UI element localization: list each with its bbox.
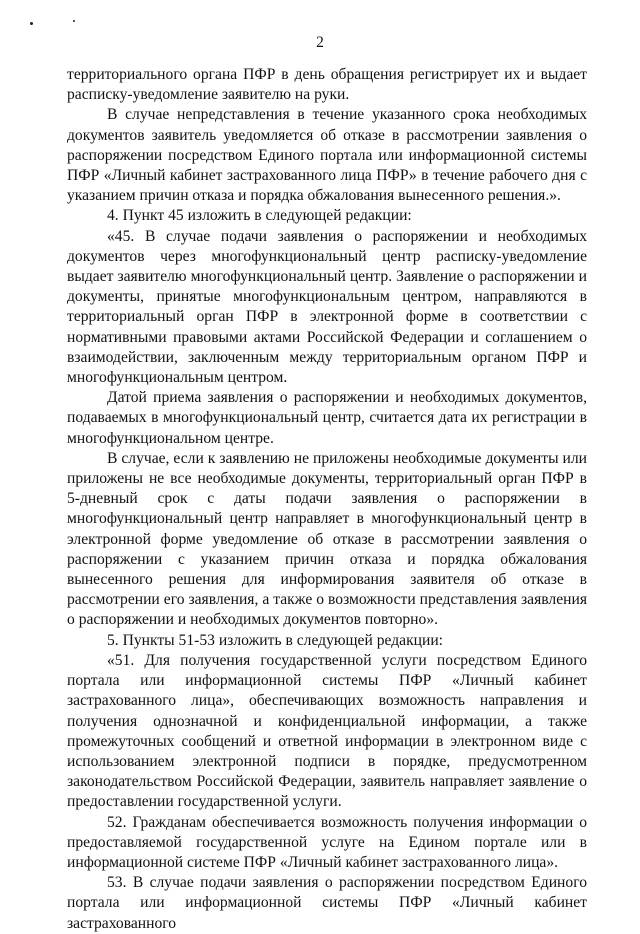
paragraph-clause-51: «51. Для получения государственной услуги посредством Единого портала или информационной системы ПФР «Личный кабинет застрахованного лица», обеспечивающих возможность направления и получения однозначной и конфиденциальной информации, а также промежуточных сообщений и ответной информации в электронном виде с использованием электронной подписи в порядке, предусмотренном законодательством Российской Федерации, заявитель направляет заявление о предоставлении государственной услуги. (67, 651, 587, 811)
paragraph-continuation: территориального органа ПФР в день обращения регистрирует их и выдает расписку-уведомление заявителю на руки. (67, 66, 587, 104)
paragraph: В случае непредставления в течение указанного срока необходимых документов заявитель уведомляется об отказе в рассмотрении заявления о распоряжении посредством Единого портала или информационной системы ПФР «Личный кабинет застрахованного лица ПФР» в течение рабочего дня с указанием причин отказа и порядка обжалования вынесенного решения.». (67, 106, 587, 205)
paragraph-clause-45: «45. В случае подачи заявления о распоряжении и необходимых документов через многофункциональный центр расписку-уведомление выдает заявителю многофункциональный центр. Заявление о распоряжении и документы, принятые многофункциональным центром, направляются в территориальный орган ПФР в электронной форме в соответствии с нормативными правовыми актами Российской Федерации и соглашением о взаимодействии, заключенным между территориальным органом ПФР и многофункциональным центром. (67, 227, 587, 387)
paragraph: В случае, если к заявлению не приложены необходимые документы или приложены не все необходимые документы, территориальный орган ПФР в 5-дневный срок с даты подачи заявления о распоряжении в многофункциональный центр направляет в многофункциональный центр в электронной форме уведомление об отказе в рассмотрении заявления о распоряжении с указанием причин отказа и порядка обжалования вынесенного решения для информирования заявителя об отказе в рассмотрении его заявления, а также о возможности представления заявления о распоряжении и необходимых документов повторно». (67, 449, 587, 629)
paragraph-clause-53: 53. В случае подачи заявления о распоряжении посредством Единого портала или информационной системы ПФР «Личный кабинет застрахованного (67, 874, 587, 932)
amendment-heading-item-4: 4. Пункт 45 изложить в следующей редакции: (107, 207, 412, 225)
page-number: 2 (316, 34, 324, 51)
scan-speck (73, 20, 75, 22)
paragraph-clause-52: 52. Гражданам обеспечивается возможность получения информации о предоставляемой государственной услуге на Едином портале или в информационной системе ПФР «Личный кабинет застрахованного лица». (67, 813, 587, 871)
paragraph: Датой приема заявления о распоряжении и необходимых документов, подаваемых в многофункциональный центр, считается дата их регистрации в многофункциональном центре. (67, 389, 587, 447)
document-body (67, 65, 587, 934)
amendment-heading-item-5: 5. Пункты 51-53 изложить в следующей редакции: (107, 631, 444, 649)
scan-speck (30, 22, 33, 25)
